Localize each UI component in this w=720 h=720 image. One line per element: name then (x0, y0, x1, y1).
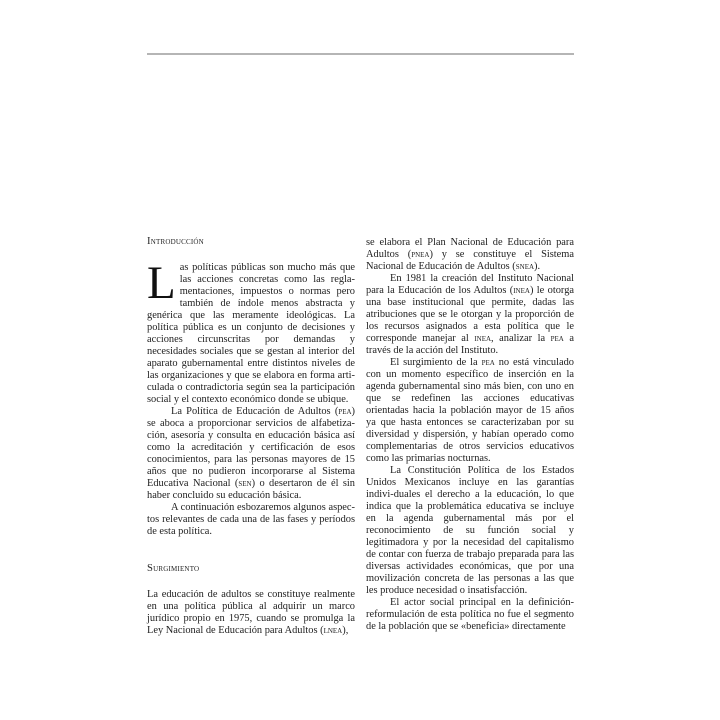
abbreviation-inea: inea (474, 333, 492, 344)
text-span: En 1981 la creación del Instituto Nacional para la Educación de los Adultos ( (366, 273, 574, 296)
header-rule (147, 53, 574, 55)
abbreviation-pea: pea (481, 357, 495, 368)
text-span: ) y se constituye el Sistema Nacional de Educación de Adultos ( (366, 249, 574, 272)
surgimiento-paragraph-4: La Constitución Política de los Estados Unidos Mexicanos incluye en las garantías indivi-duales el derecho a la educación, lo que indica que la problemática educativa se incluye en la agenda gubernamental más por el reconocimiento de su función social y legitimadora y por la necesidad del capitalismo de contar con fuerza de trabajo preparada para las diversas actividades económicas, que por una movilización concreta de las personas a las que les produce necesidad o insatisfacción. (366, 465, 574, 596)
left-column (147, 235, 355, 637)
text-span: La educación de adultos se constituye realmente en una política pública al adquirir un marco jurídico propio en 1975, cuando se promulga la Ley Nacional de Educación para Adultos ( (147, 589, 355, 636)
surgimiento-paragraph-1-continued (366, 237, 574, 273)
text-span: ). (534, 261, 541, 272)
abbreviation-lnea: lnea (323, 625, 343, 636)
text-span: La Política de Educación de Adultos ( (171, 406, 339, 417)
drop-cap: L (147, 257, 176, 309)
text-span: a través de la acción del Instituto. (366, 333, 574, 356)
text-span: ), (342, 625, 349, 636)
section-heading-surgimiento: Surgimiento (147, 563, 200, 574)
surgimiento-paragraph-2 (366, 273, 574, 357)
text-span: ) o desertaron de él sin haber concluido su educación básica. (147, 478, 355, 501)
surgimiento-paragraph-5: El actor social principal en la definición-reformulación de esta política no fue el segmento de la población que se «beneficia» directamente (366, 597, 574, 632)
abbreviation-snea: snea (515, 261, 535, 272)
intro-paragraph-1-text: as políticas públicas son mucho más que las acciones concretas como las regla-mentaciones, impuestos o normas pero también de índole menos abstracta y genérica que las meramente ideológicas. La política pública es un conjunto de decisiones y acciones circunscritas por demandas y necesidades sociales que se gestan al interior del aparato gubernamental entre distintos niveles de las organizaciones y que se elabora en forma arti-culada o contradictoria según sea la participación social y el contexto económico donde se ubique. (147, 262, 355, 405)
text-span: se elabora el Plan Nacional de Educación para Adultos ( (366, 237, 574, 260)
text-span: , analizar la (491, 333, 551, 344)
surgimiento-paragraph-1 (147, 589, 355, 637)
abbreviation-pea: pea (550, 333, 564, 344)
text-span: ) le otorga una base institucional que permite, dadas las atribuciones que se le otorgan y la proporción de los recursos asignados a esta política que le corresponde manejar al (366, 285, 575, 344)
abbreviation-pea: pea (338, 406, 352, 417)
text-span: no está vinculado con un momento específico de inserción en la agenda gubernamental sino más bien, con uno en que se redefinen las acciones educativas orientadas hacia la población mayor de 15 años ya que hasta entonces se caracterizaban por su diversidad y dispersión, y habían operado como complementarias de otros servicios educativos como las primarias nocturnas. (366, 357, 574, 464)
text-span: ) se aboca a proporcionar servicios de alfabetiza-ción, asesoría y consulta en educación básica así como la acreditación y certificación de esos conocimientos, para las personas mayores de 15 años que no pudieron incorporarse al Sistema Educativa Nacional ( (147, 406, 355, 489)
abbreviation-sen: sen (238, 478, 252, 489)
surgimiento-paragraph-3 (366, 357, 574, 465)
right-column (366, 237, 574, 633)
section-heading-introduccion: Introducción (147, 236, 204, 247)
intro-paragraph-2 (147, 406, 355, 502)
intro-paragraph-1 (147, 257, 355, 406)
abbreviation-inea: inea (513, 285, 530, 296)
intro-paragraph-3: A continuación esbozaremos algunos aspec-tos relevantes de cada una de las fases y períodos de esta política. (147, 502, 355, 537)
text-span: El surgimiento de la (390, 357, 482, 368)
abbreviation-pnea: pnea (411, 249, 430, 260)
